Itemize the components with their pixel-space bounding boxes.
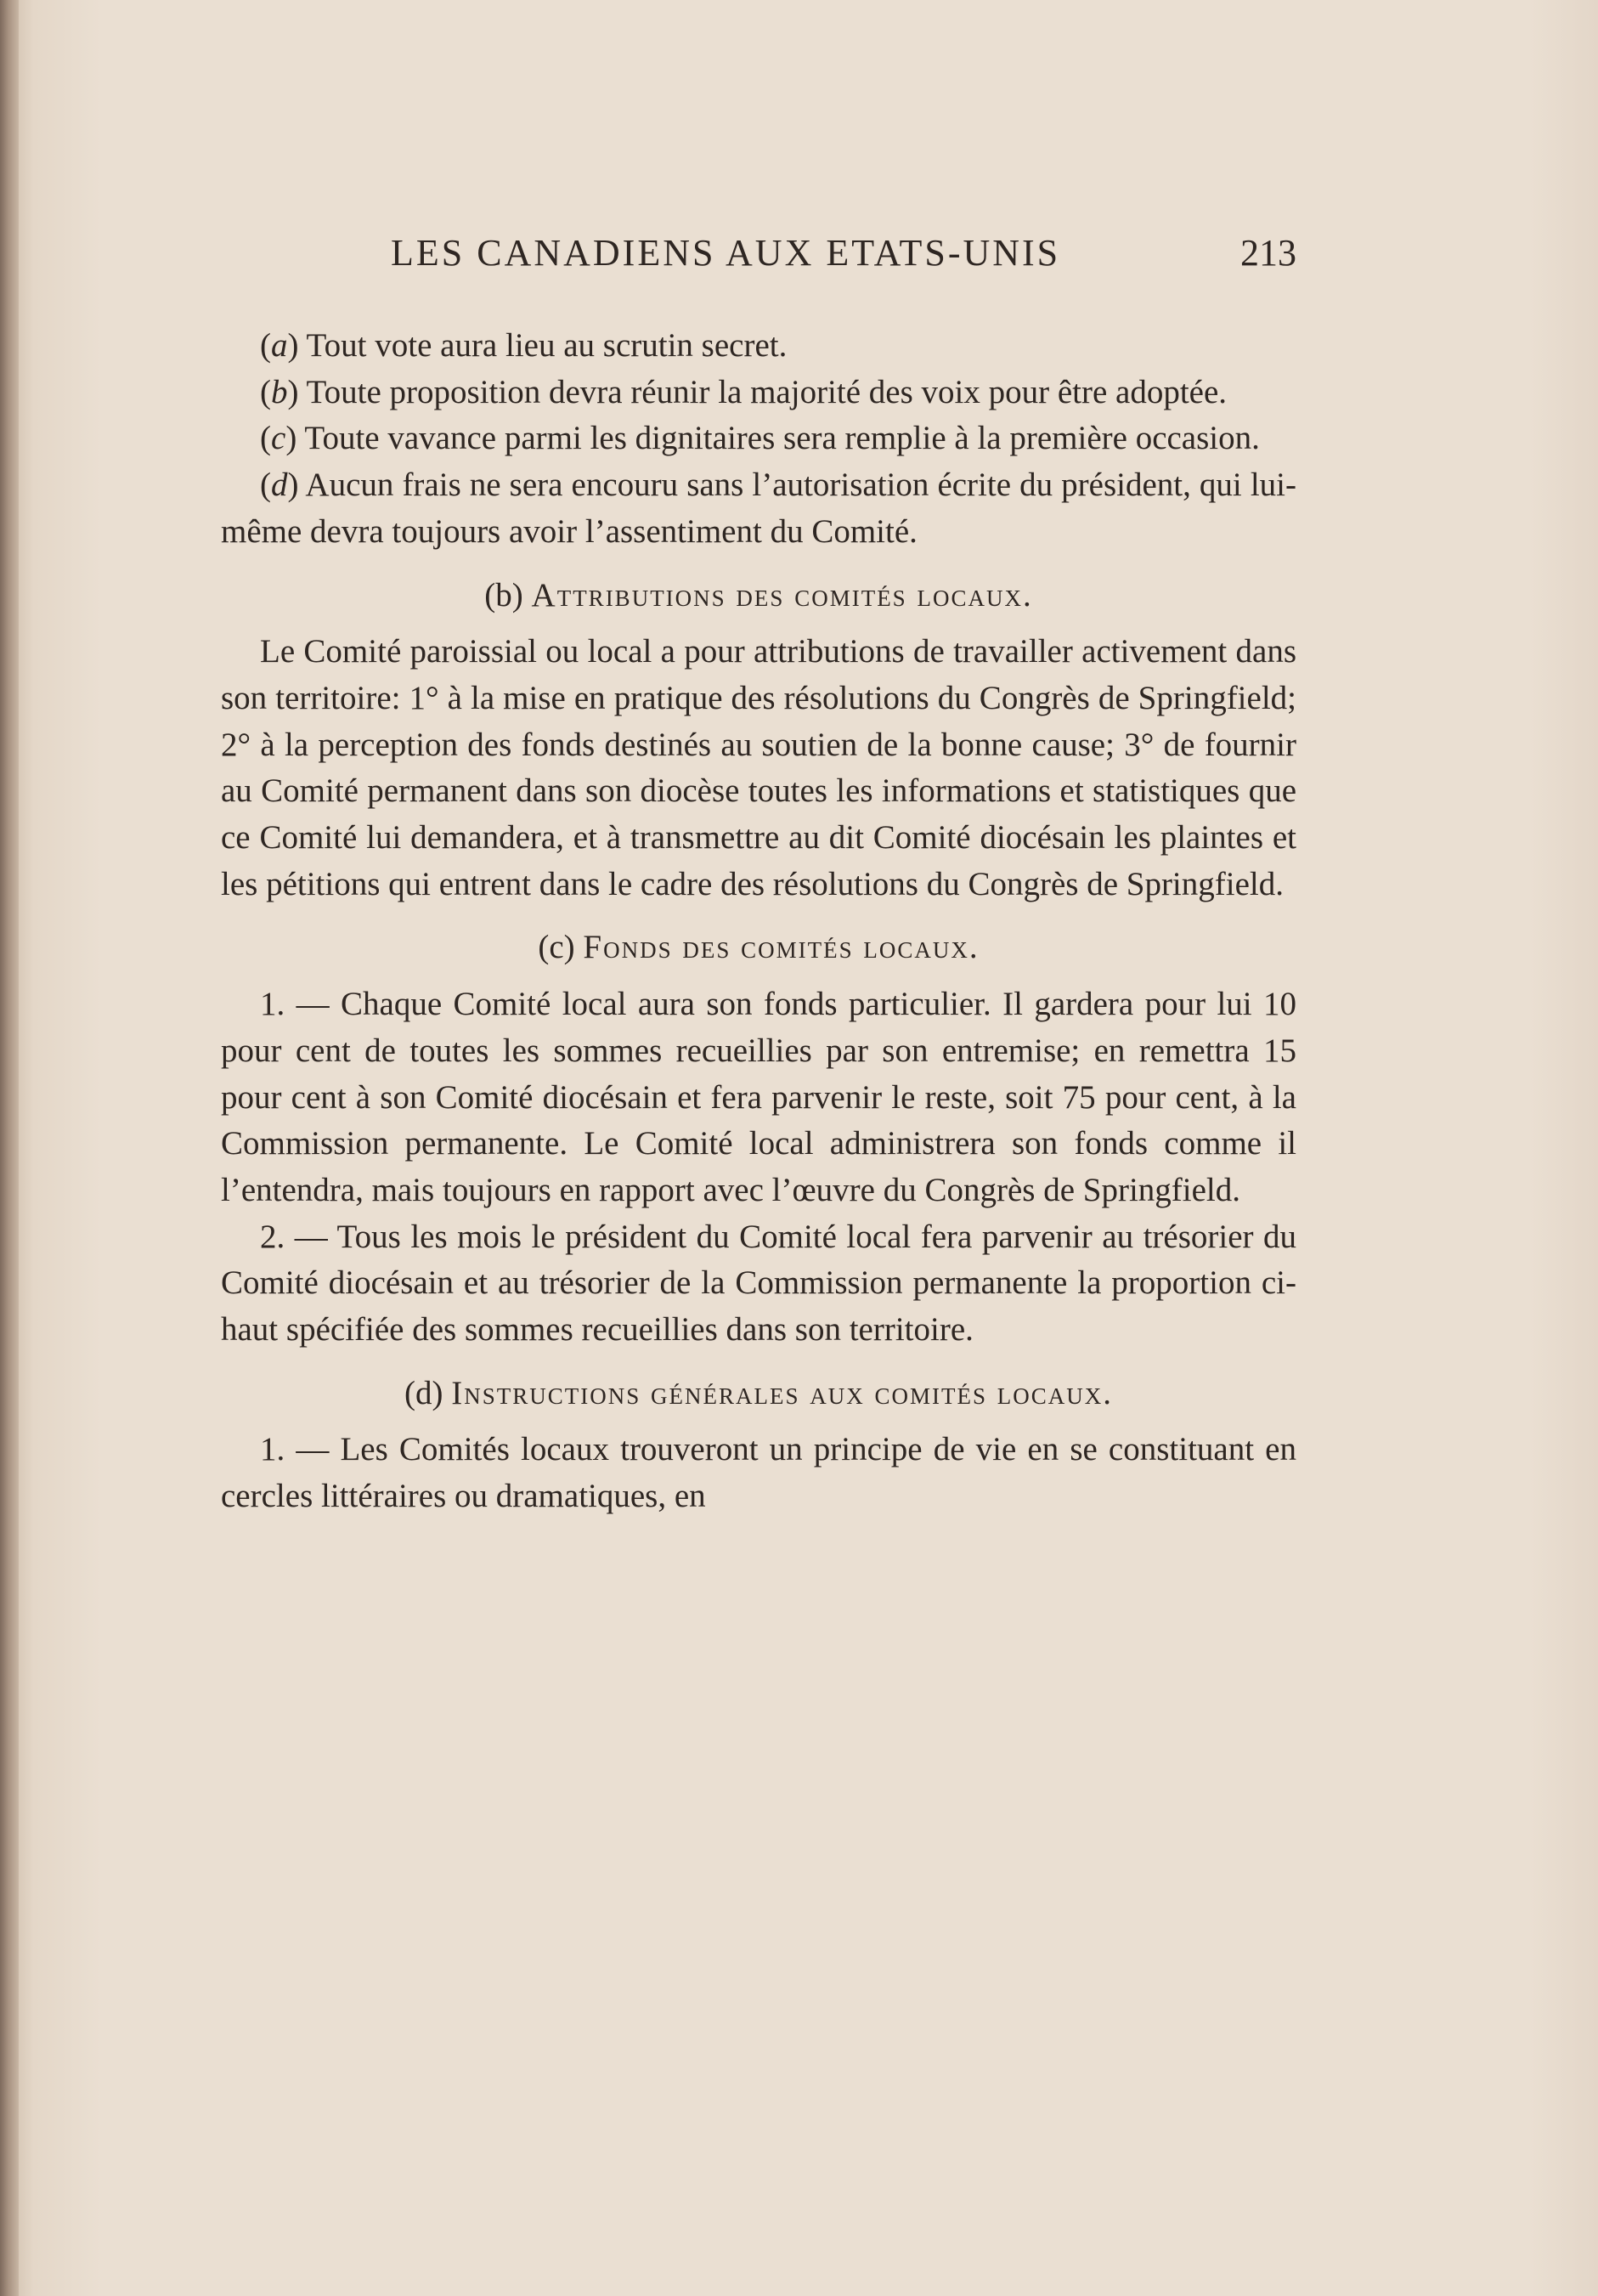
section-d-title: Instructions générales aux comités locaux.	[451, 1374, 1113, 1411]
section-d-heading	[221, 1371, 1296, 1417]
rule-b-label: b	[271, 373, 288, 410]
rule-c-label: c	[271, 420, 286, 457]
section-b-title: Attributions des comités locaux.	[531, 576, 1033, 614]
section-c-label: (c)	[538, 929, 575, 966]
section-b-paragraph: Le Comité paroissial ou local a pour attributions de travailler activement dans son territoire: 1° à la mise en pratique des résolutions du Congrès de Springfield; 2° à la perception des fonds destinés au soutien de la bonne cause; 3° de fournir au Comité permanent dans son diocèse toutes les informations et statistiques que ce Comité lui demandera, et à transmettre au dit Comité diocésain les plaintes et les pétitions qui entrent dans le cadre des résolutions du Congrès de Springfield.	[221, 633, 1296, 902]
rule-b: (b) Toute proposition devra réunir la majorité des voix pour être adoptée.	[260, 373, 1228, 410]
rule-a: (a) Tout vote aura lieu au scrutin secret.	[260, 327, 788, 364]
page-body	[221, 323, 1296, 1520]
rule-d-label: d	[271, 467, 288, 504]
rule-a-label: a	[271, 327, 288, 364]
rule-c-text: Toute vavance parmi les dignitaires sera remplie à la première occasion.	[304, 420, 1260, 457]
running-head: LES CANADIENS AUX ETATS-UNIS	[391, 232, 1061, 274]
section-b-heading	[221, 573, 1296, 619]
section-b-label: (b)	[484, 576, 523, 614]
page-header	[221, 231, 1296, 282]
rule-d-text: Aucun frais ne sera encouru sans l’autorisation écrite du président, qui lui-même devra toujours avoir l’assentiment du Comité.	[221, 467, 1296, 550]
section-d-label: (d)	[404, 1374, 443, 1411]
rule-c: (c) Toute vavance parmi les dignitaires sera remplie à la première occasion.	[260, 420, 1260, 457]
page-number: 213	[1240, 232, 1296, 274]
rule-a-text: Tout vote aura lieu au scrutin secret.	[306, 327, 788, 364]
section-c-paragraph-1: 1. — Chaque Comité local aura son fonds particulier. Il gardera pour lui 10 pour cent de toutes les sommes recueillies par son entremise; en remettra 15 pour cent à son Comité diocésain et fera parvenir le reste, soit 75 pour cent, à la Commission permanente. Le Comité local administrera son fonds comme il l’entendra, mais toujours en rapport avec l’œuvre du Congrès de Springfield.	[221, 986, 1296, 1208]
book-spine	[0, 0, 19, 2296]
rule-b-text: Toute proposition devra réunir la majorité des voix pour être adoptée.	[306, 373, 1228, 410]
section-c-title: Fonds des comités locaux.	[583, 929, 980, 966]
section-d-paragraph: 1. — Les Comités locaux trouveront un principe de vie en se constituant en cercles littéraires ou dramatiques, en	[221, 1431, 1296, 1515]
section-c-heading	[221, 925, 1296, 971]
rule-d: (d) Aucun frais ne sera encouru sans l’autorisation écrite du président, qui lui-même devra toujours avoir l’assentiment du Comité.	[221, 467, 1296, 550]
section-c-paragraph-2: 2. — Tous les mois le président du Comité local fera parvenir au trésorier du Comité diocésain et au trésorier de la Commission permanente la proportion ci-haut spécifiée des sommes recueillies dans son territoire.	[221, 1218, 1296, 1349]
